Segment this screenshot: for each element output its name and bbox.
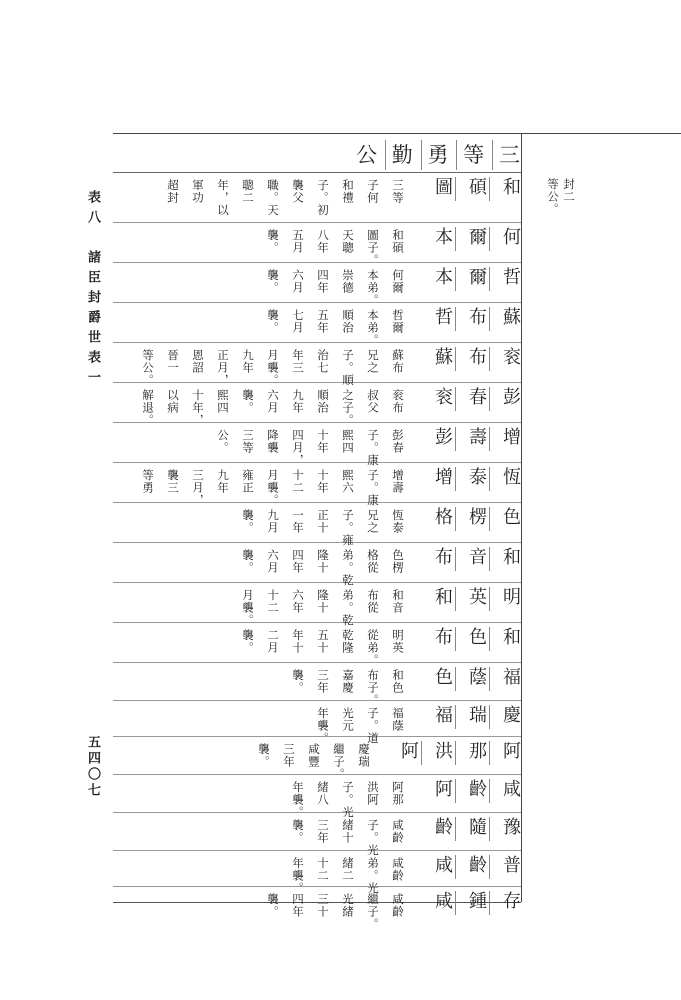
detail-text: 五月 xyxy=(291,229,305,254)
detail-text: 六月 xyxy=(266,549,280,574)
detail-text: 襲父 xyxy=(291,179,305,204)
name-char: 英 xyxy=(465,587,490,611)
table-row xyxy=(113,623,521,667)
detail-text: 襲。 xyxy=(241,549,255,574)
name-char: 和 xyxy=(431,587,456,611)
detail-text: 咸齡 xyxy=(391,819,405,844)
detail-text: 子何 xyxy=(366,179,380,204)
detail-text: 增壽 xyxy=(391,469,405,494)
table-row xyxy=(113,663,521,707)
detail-text: 子。光 xyxy=(341,781,355,819)
detail-text: 三十 xyxy=(316,893,330,918)
side-title: 表八 諸臣封爵世表一 xyxy=(85,190,100,390)
page-number: 五四〇七 xyxy=(85,735,100,799)
detail-text: 隆十 xyxy=(316,589,330,614)
title-char: 勤 xyxy=(385,140,413,170)
detail-text: 襲。 xyxy=(266,229,280,254)
detail-text: 彭春 xyxy=(391,429,405,454)
table-row xyxy=(113,503,521,547)
name-char: 本 xyxy=(431,267,456,291)
detail-text: 子。雍 xyxy=(341,509,355,547)
detail-text: 衮布 xyxy=(391,389,405,414)
detail-text: 十二 xyxy=(291,469,305,494)
detail-text: 年，以 xyxy=(216,179,230,217)
detail-text: 襲。 xyxy=(266,269,280,294)
detail-text: 三等 xyxy=(241,429,255,454)
detail-text: 熙六 xyxy=(341,469,355,494)
name-char: 衮 xyxy=(500,347,521,371)
detail-text: 雍正 xyxy=(241,469,255,494)
top-rule xyxy=(113,133,681,134)
table-row xyxy=(113,543,521,587)
detail-text: 阿那 xyxy=(391,781,405,806)
detail-text: 襲。 xyxy=(257,743,271,768)
name-char: 春 xyxy=(465,387,490,411)
name-char: 恆 xyxy=(500,467,521,491)
detail-text: 聰二 xyxy=(241,179,255,204)
detail-text: 十年 xyxy=(316,429,330,454)
detail-text: 緒十 xyxy=(341,819,355,844)
name-char: 咸 xyxy=(431,891,456,915)
name-char: 哲 xyxy=(500,267,521,291)
detail-text: 襲。 xyxy=(291,669,305,694)
detail-text: 和禮 xyxy=(341,179,355,204)
detail-text: 乾隆 xyxy=(341,629,355,654)
detail-text: 六月 xyxy=(266,389,280,414)
detail-text: 光元 xyxy=(341,707,355,732)
detail-text: 三等 xyxy=(391,179,405,204)
name-char: 福 xyxy=(431,705,456,729)
name-char: 瑞 xyxy=(465,705,490,729)
name-char: 音 xyxy=(465,547,490,571)
name-char: 色 xyxy=(500,507,521,531)
detail-text: 緒二 xyxy=(341,857,355,882)
name-char: 楞 xyxy=(465,507,490,531)
detail-text: 襲。 xyxy=(266,309,280,334)
table-row xyxy=(113,887,521,931)
detail-text: 七月 xyxy=(291,309,305,334)
name-char: 鍾 xyxy=(465,891,490,915)
detail-text: 三月， xyxy=(191,469,205,507)
detail-text: 格從 xyxy=(366,549,380,574)
detail-text: 之子。 xyxy=(341,389,355,427)
detail-text: 本弟。 xyxy=(366,309,380,347)
title-char: 勇 xyxy=(421,140,449,170)
name-char: 阿 xyxy=(500,741,521,765)
table-row xyxy=(113,303,521,347)
name-char: 彭 xyxy=(431,427,456,451)
detail-text: 月襲。 xyxy=(266,349,280,387)
detail-text: 六月 xyxy=(291,269,305,294)
detail-text: 襲。 xyxy=(241,509,255,534)
name-char: 豫 xyxy=(500,817,521,841)
detail-text: 年十 xyxy=(291,629,305,654)
table-row xyxy=(113,813,521,857)
detail-text: 光緒 xyxy=(341,893,355,918)
detail-text: 布從 xyxy=(366,589,380,614)
name-char: 和 xyxy=(500,627,521,651)
name-char: 壽 xyxy=(465,427,490,451)
detail-text: 崇德 xyxy=(341,269,355,294)
name-char: 那 xyxy=(465,741,490,765)
detail-text: 九年 xyxy=(291,389,305,414)
rank-text: 封二 xyxy=(562,178,576,203)
detail-text: 晉一 xyxy=(166,349,180,374)
detail-text: 襲三 xyxy=(166,469,180,494)
name-char: 普 xyxy=(500,855,521,879)
name-char: 本 xyxy=(431,227,456,251)
table-row xyxy=(113,263,521,307)
detail-text: 職。天 xyxy=(266,179,280,217)
name-char: 布 xyxy=(431,547,456,571)
name-char: 明 xyxy=(500,587,521,611)
detail-text: 以病 xyxy=(166,389,180,414)
detail-text: 正十 xyxy=(316,509,330,534)
detail-text: 隆十 xyxy=(316,549,330,574)
name-char: 和 xyxy=(500,177,521,201)
name-char: 存 xyxy=(500,891,521,915)
detail-text: 子。初 xyxy=(316,179,330,217)
table-row xyxy=(113,583,521,627)
detail-text: 福蔭 xyxy=(391,707,405,732)
detail-text: 子。光 xyxy=(366,819,380,857)
table-row xyxy=(113,851,521,895)
detail-text: 九年 xyxy=(241,349,255,374)
detail-text: 緒八 xyxy=(316,781,330,806)
name-char: 齡 xyxy=(465,855,490,879)
detail-text: 慶瑞 xyxy=(357,743,371,768)
name-char: 咸 xyxy=(431,855,456,879)
detail-text: 明英 xyxy=(391,629,405,654)
name-char: 哲 xyxy=(431,307,456,331)
detail-text: 正月， xyxy=(216,349,230,387)
detail-text: 八年 xyxy=(316,229,330,254)
name-char: 何 xyxy=(500,227,521,251)
detail-text: 圖子。 xyxy=(366,229,380,267)
detail-text: 子。康 xyxy=(366,469,380,507)
table-row xyxy=(113,383,521,427)
detail-text: 等公。 xyxy=(141,349,155,387)
name-char: 圖 xyxy=(431,177,456,201)
detail-text: 從弟。 xyxy=(366,629,380,667)
name-char: 格 xyxy=(431,507,456,531)
detail-text: 降襲 xyxy=(266,429,280,454)
detail-text: 本弟。 xyxy=(366,269,380,307)
name-char: 衮 xyxy=(431,387,456,411)
detail-text: 洪阿 xyxy=(366,781,380,806)
detail-text: 嘉慶 xyxy=(341,669,355,694)
detail-text: 五十 xyxy=(316,629,330,654)
detail-text: 子。順 xyxy=(341,349,355,387)
detail-text: 弟。光 xyxy=(366,857,380,895)
detail-text: 色楞 xyxy=(391,549,405,574)
detail-text: 五年 xyxy=(316,309,330,334)
detail-text: 弟。乾 xyxy=(341,589,355,627)
detail-text: 公。 xyxy=(216,429,230,454)
detail-text: 四年 xyxy=(291,893,305,918)
name-char: 碩 xyxy=(465,177,490,201)
detail-text: 年三 xyxy=(291,349,305,374)
detail-text: 六年 xyxy=(291,589,305,614)
name-char: 彭 xyxy=(500,387,521,411)
name-char: 布 xyxy=(465,307,490,331)
detail-text: 三年 xyxy=(316,669,330,694)
table-row xyxy=(113,737,521,781)
name-char: 蘇 xyxy=(431,347,456,371)
detail-text: 軍功 xyxy=(191,179,205,204)
name-char: 增 xyxy=(431,467,456,491)
detail-text: 順治 xyxy=(316,389,330,414)
detail-text: 熙四 xyxy=(216,389,230,414)
rank-text: 等公。 xyxy=(546,178,560,216)
detail-text: 襲。 xyxy=(291,819,305,844)
detail-text: 四月， xyxy=(291,429,305,467)
detail-text: 九年 xyxy=(216,469,230,494)
title-char: 三 xyxy=(492,140,520,170)
detail-text: 熙四 xyxy=(341,429,355,454)
detail-text: 十二 xyxy=(266,589,280,614)
table-row xyxy=(113,701,521,745)
detail-text: 一年 xyxy=(291,509,305,534)
detail-text: 月襲。 xyxy=(266,469,280,507)
detail-text: 年襲。 xyxy=(316,707,330,745)
name-char: 蘇 xyxy=(500,307,521,331)
detail-text: 蘇布 xyxy=(391,349,405,374)
detail-text: 襲。 xyxy=(266,893,280,918)
detail-text: 兄之 xyxy=(366,349,380,374)
name-char: 增 xyxy=(500,427,521,451)
detail-text: 繼子。 xyxy=(366,893,380,931)
detail-text: 布子。 xyxy=(366,669,380,707)
detail-text: 和碩 xyxy=(391,229,405,254)
name-char: 色 xyxy=(431,667,456,691)
detail-text: 月襲。 xyxy=(241,589,255,627)
detail-text: 何爾 xyxy=(391,269,405,294)
table-row xyxy=(113,775,521,819)
detail-text: 治七 xyxy=(316,349,330,374)
detail-text: 十二 xyxy=(316,857,330,882)
name-char: 蔭 xyxy=(465,667,490,691)
detail-text: 等勇 xyxy=(141,469,155,494)
detail-text: 順治 xyxy=(341,309,355,334)
name-char: 洪 xyxy=(431,741,456,765)
detail-text: 超封 xyxy=(166,179,180,204)
name-char: 隨 xyxy=(465,817,490,841)
detail-text: 咸豐 xyxy=(307,743,321,768)
detail-text: 三年 xyxy=(316,819,330,844)
table-row xyxy=(113,223,521,267)
detail-text: 子。康 xyxy=(366,429,380,467)
detail-text: 咸齡 xyxy=(391,857,405,882)
name-char: 布 xyxy=(431,627,456,651)
detail-text: 二月 xyxy=(266,629,280,654)
detail-text: 咸齡 xyxy=(391,893,405,918)
title-char: 等 xyxy=(456,140,484,170)
detail-text: 九月 xyxy=(266,509,280,534)
name-char: 咸 xyxy=(500,779,521,803)
detail-text: 恆泰 xyxy=(391,509,405,534)
detail-text: 叔父 xyxy=(366,389,380,414)
detail-text: 十年 xyxy=(316,469,330,494)
detail-text: 繼子。 xyxy=(332,743,346,781)
name-char: 齡 xyxy=(431,817,456,841)
detail-text: 解退。 xyxy=(141,389,155,427)
detail-text: 襲。 xyxy=(241,389,255,414)
table-row xyxy=(113,343,521,387)
table-title xyxy=(350,140,520,170)
name-char: 福 xyxy=(500,667,521,691)
name-char: 阿 xyxy=(397,741,422,765)
detail-text: 年襲。 xyxy=(291,781,305,819)
name-char: 和 xyxy=(500,547,521,571)
detail-text: 十年， xyxy=(191,389,205,427)
detail-text: 弟。乾 xyxy=(341,549,355,587)
name-char: 布 xyxy=(465,347,490,371)
detail-text: 子。道 xyxy=(366,707,380,745)
detail-text: 和音 xyxy=(391,589,405,614)
detail-text: 恩詔 xyxy=(191,349,205,374)
detail-text: 天聰 xyxy=(341,229,355,254)
detail-text: 和色 xyxy=(391,669,405,694)
detail-text: 三年 xyxy=(282,743,296,768)
name-char: 齡 xyxy=(465,779,490,803)
table-row xyxy=(113,173,521,223)
title-char: 公 xyxy=(356,143,377,167)
detail-text: 兄之 xyxy=(366,509,380,534)
name-char: 阿 xyxy=(431,779,456,803)
name-char: 爾 xyxy=(465,267,490,291)
name-char: 爾 xyxy=(465,227,490,251)
name-char: 色 xyxy=(465,627,490,651)
table-row xyxy=(113,463,521,507)
detail-text: 哲爾 xyxy=(391,309,405,334)
detail-text: 年襲。 xyxy=(291,857,305,895)
detail-text: 襲。 xyxy=(241,629,255,654)
detail-text: 四年 xyxy=(316,269,330,294)
name-char: 泰 xyxy=(465,467,490,491)
table-row xyxy=(113,423,521,467)
name-char: 慶 xyxy=(500,705,521,729)
detail-text: 四年 xyxy=(291,549,305,574)
